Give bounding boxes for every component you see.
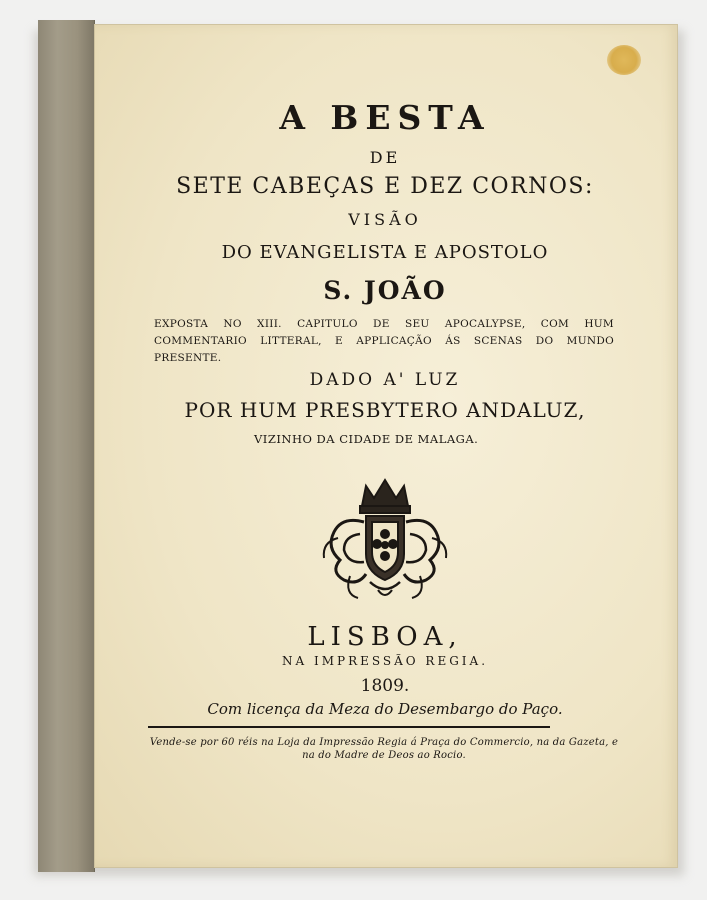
publication-year: 1809. — [360, 676, 410, 696]
title-line-de: DE — [369, 148, 401, 167]
book-spine — [38, 20, 95, 872]
title-line-sjoao: S. JOÃO — [323, 276, 447, 305]
place-of-publication: LISBOA, — [307, 622, 463, 652]
subtitle: EXPOSTA NO XIII. CAPITULO DE SEU APOCALYPSE, COM HUM COMMENTARIO LITTERAL, E APPLICAÇÃO ÁS SCENAS DO MUNDO PRESENTE. — [154, 318, 614, 364]
title-line-evangelista: DO EVANGELISTA E APOSTOLO — [221, 242, 549, 263]
horizontal-rule — [148, 726, 550, 728]
title-line-dado: DADO A' LUZ — [309, 370, 461, 390]
title-line-sete: SETE CABEÇAS E DEZ CORNOS: — [176, 174, 594, 199]
book-title: A BESTA — [279, 98, 491, 137]
royal-coat-of-arms-emblem — [314, 476, 456, 602]
printer-name: NA IMPRESSÃO REGIA. — [281, 654, 489, 668]
title-line-visao: VISÃO — [348, 210, 422, 229]
author-origin: VIZINHO DA CIDADE DE MALAGA. — [254, 432, 479, 446]
author-line: POR HUM PRESBYTERO ANDALUZ, — [184, 398, 586, 422]
license-line: Com licença da Meza do Desembargo do Paço. — [207, 700, 563, 718]
sale-note: Vende-se por 60 réis na Loja da Impressão Regia á Praça do Commercio, na da Gazeta, e na do Madre de Deos ao Rocio. — [149, 737, 619, 761]
paper-stain — [607, 45, 641, 75]
